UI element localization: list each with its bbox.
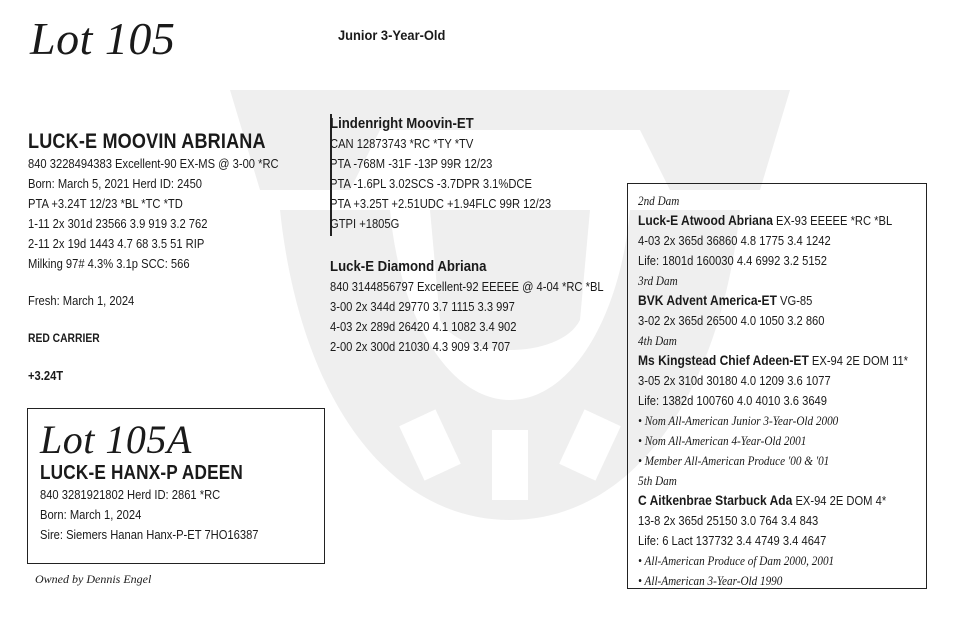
dam5-note: • All-American Produce of Dam 2000, 2001 xyxy=(638,553,835,568)
dam4-note: • Member All-American Produce '00 & '01 xyxy=(638,453,830,468)
dam5-note: • All-American 3-Year-Old 1990 xyxy=(638,573,783,588)
sire-details xyxy=(330,134,551,234)
dam2-name: Luck-E Atwood Abriana xyxy=(638,212,773,228)
lot-a-line: Born: March 1, 2024 xyxy=(40,507,142,522)
dam3-label: 3rd Dam xyxy=(638,273,678,288)
lot-title: Lot 105 xyxy=(30,13,176,64)
pta-highlight: +3.24T xyxy=(28,368,64,383)
lot-a-line: Sire: Siemers Hanan Hanx-P-ET 7HO16387 xyxy=(40,527,259,542)
lot-a-line: 840 3281921802 Herd ID: 2861 *RC xyxy=(40,487,221,502)
dam4-line: 3-05 2x 310d 30180 4.0 1209 3.6 1077 xyxy=(638,373,831,388)
class-label: Junior 3-Year-Old xyxy=(338,27,446,43)
pedigree-content xyxy=(638,191,924,591)
dam-line: 840 3144856797 Excellent-92 EEEEE @ 4-04 *RC *BL xyxy=(330,279,604,294)
animal-details xyxy=(28,154,279,274)
dam3-score: VG-85 xyxy=(776,293,813,308)
lot-a-title: Lot 105A xyxy=(40,417,192,462)
dam5-heading xyxy=(638,491,887,511)
dam-block xyxy=(330,257,648,357)
dam2-label: 2nd Dam xyxy=(638,193,680,208)
dam2-line: 4-03 2x 365d 36860 4.8 1775 3.4 1242 xyxy=(638,233,831,248)
dam4-note: • Nom All-American Junior 3-Year-Old 2000 xyxy=(638,413,839,428)
sire-block xyxy=(330,114,587,234)
dam4-line: Life: 1382d 100760 4.0 4010 3.6 3649 xyxy=(638,393,827,408)
dam5-score: EX-94 2E DOM 4* xyxy=(792,493,887,508)
animal-line: 2-11 2x 19d 1443 4.7 68 3.5 51 RIP xyxy=(28,236,205,251)
dam-name: Luck-E Diamond Abriana xyxy=(330,258,487,275)
animal-line: PTA +3.24T 12/23 *BL *TC *TD xyxy=(28,196,183,211)
animal-name: LUCK-E MOOVIN ABRIANA xyxy=(28,130,266,153)
animal-line: 840 3228494383 Excellent-90 EX-MS @ 3-00 *RC xyxy=(28,156,279,171)
animal-line: 1-11 2x 301d 23566 3.9 919 3.2 762 xyxy=(28,216,208,231)
dam2-heading xyxy=(638,211,893,231)
fresh-date: Fresh: March 1, 2024 xyxy=(28,293,135,308)
dam4-score: EX-94 2E DOM 11* xyxy=(808,353,909,368)
dam5-label: 5th Dam xyxy=(638,473,677,488)
sire-line: CAN 12873743 *RC *TY *TV xyxy=(330,136,474,151)
sire-line: PTA -768M -31F -13P 99R 12/23 xyxy=(330,156,493,171)
dam2-score: EX-93 EEEEE *RC *BL xyxy=(772,213,893,228)
lot-a-content xyxy=(40,417,294,545)
dam4-note: • Nom All-American 4-Year-Old 2001 xyxy=(638,433,807,448)
lot-a-details xyxy=(40,485,259,545)
sire-name: Lindenright Moovin-ET xyxy=(330,115,474,132)
red-carrier: RED CARRIER xyxy=(28,331,100,345)
animal-line: Born: March 5, 2021 Herd ID: 2450 xyxy=(28,176,203,191)
owner-credit: Owned by Dennis Engel xyxy=(35,572,152,586)
sire-line: PTA +3.25T +2.51UDC +1.94FLC 99R 12/23 xyxy=(330,196,552,211)
lot-a-name: LUCK-E HANX-P ADEEN xyxy=(40,462,244,484)
dam4-name: Ms Kingstead Chief Adeen-ET xyxy=(638,352,809,368)
dam2-line: Life: 1801d 160030 4.4 6992 3.2 5152 xyxy=(638,253,827,268)
dam-line: 2-00 2x 300d 21030 4.3 909 3.4 707 xyxy=(330,339,511,354)
animal-block xyxy=(28,130,319,274)
dam5-line: Life: 6 Lact 137732 3.4 4749 3.4 4647 xyxy=(638,533,827,548)
dam3-name: BVK Advent America-ET xyxy=(638,292,777,308)
dam-line: 4-03 2x 289d 26420 4.1 1082 3.4 902 xyxy=(330,319,517,334)
dam4-label: 4th Dam xyxy=(638,333,677,348)
sire-line: PTA -1.6PL 3.02SCS -3.7DPR 3.1%DCE xyxy=(330,176,532,191)
dam4-heading xyxy=(638,351,909,371)
animal-line: Milking 97# 4.3% 3.1p SCC: 566 xyxy=(28,256,190,271)
dam-line: 3-00 2x 344d 29770 3.7 1115 3.3 997 xyxy=(330,299,515,314)
sire-line: GTPI +1805G xyxy=(330,216,400,231)
dam-details xyxy=(330,277,604,357)
dam5-line: 13-8 2x 365d 25150 3.0 764 3.4 843 xyxy=(638,513,819,528)
dam3-heading xyxy=(638,291,884,311)
dam5-name: C Aitkenbrae Starbuck Ada xyxy=(638,492,793,508)
dam3-line: 3-02 2x 365d 26500 4.0 1050 3.2 860 xyxy=(638,313,825,328)
